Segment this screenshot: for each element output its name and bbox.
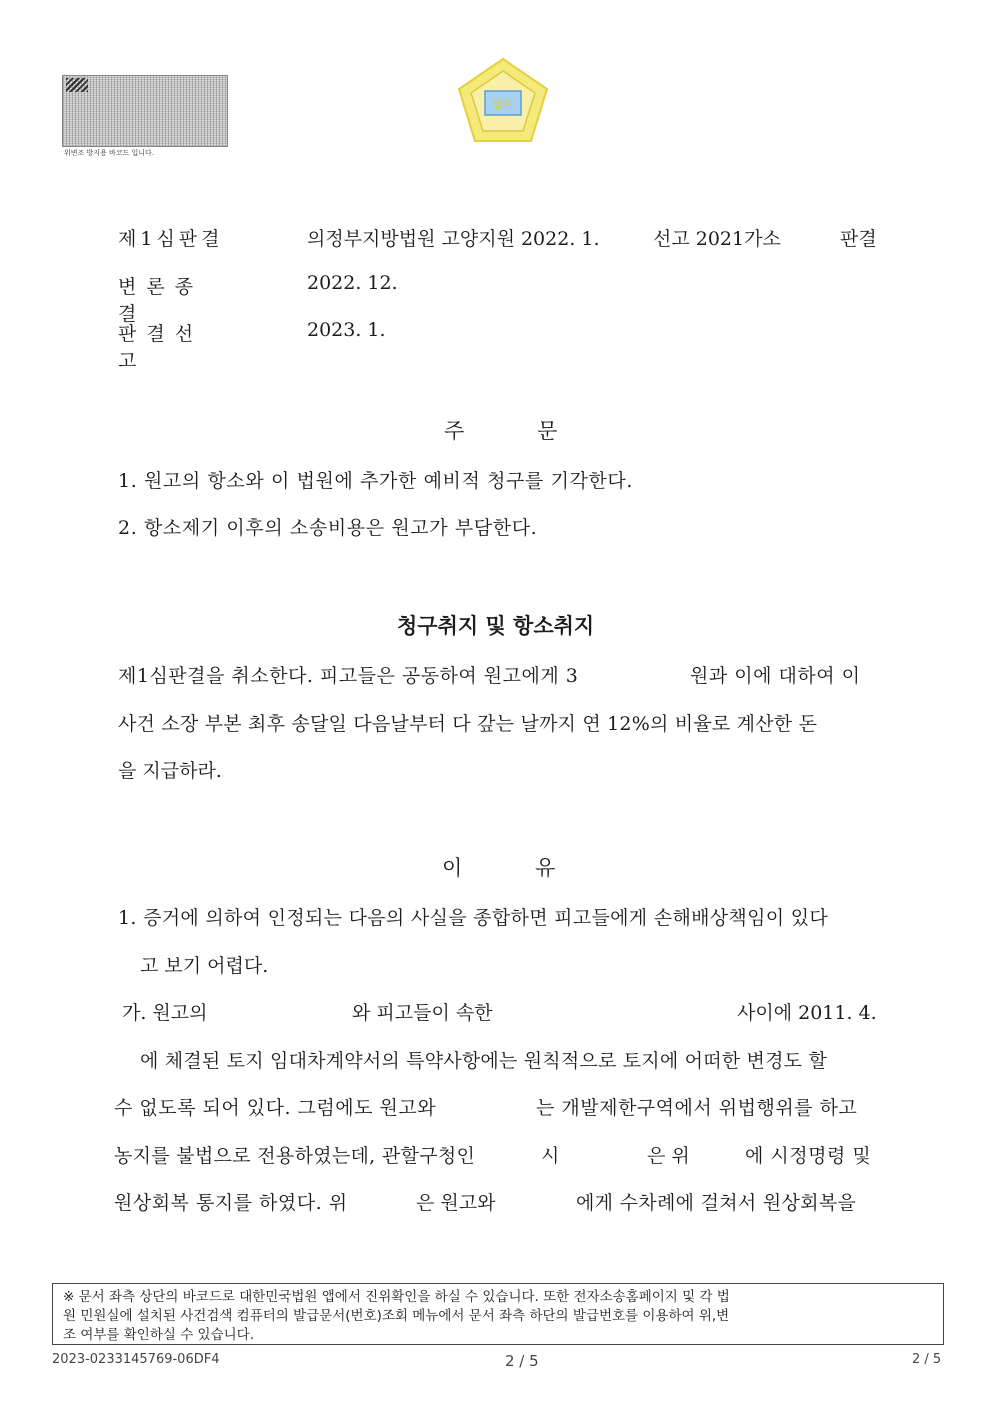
- court-seal-logo: [455, 55, 551, 145]
- barcode-caption: 위변조 방지용 바코드 입니다.: [64, 149, 155, 157]
- issue-number: 2023-0233145769-06DF4: [52, 1352, 220, 1367]
- order-heading-right: 문: [537, 419, 558, 443]
- claim-heading: 청구취지 및 항소취지: [397, 614, 595, 638]
- first-instance-court: 의정부지방법원 고양지원 2022. 1.: [307, 228, 600, 250]
- first-instance-case: 선고 2021가소: [653, 228, 781, 250]
- reason-line-4b: 시: [541, 1145, 560, 1167]
- judgment-date: 2023. 1.: [307, 319, 386, 341]
- reason-heading-left: 이: [442, 856, 463, 880]
- reason-ga-a: 가. 원고의: [122, 1002, 208, 1024]
- first-instance-suffix: 판결: [840, 228, 877, 250]
- claim-line-1b: 원과 이에 대하여 이: [690, 665, 861, 687]
- judgment-label: 판결선고: [118, 323, 204, 372]
- notice-line-1: ※ 문서 좌측 상단의 바코드로 대한민국법원 앱에서 진위확인을 하실 수 있습니다. 또한 전자소송홈페이지 및 각 법: [63, 1289, 730, 1305]
- first-instance-label: 제1심판결: [118, 228, 224, 250]
- reason-line-2: 에 체결된 토지 임대차계약서의 특약사항에는 원칙적으로 토지에 어떠한 변경도 할: [140, 1050, 827, 1072]
- order-heading-left: 주: [444, 419, 465, 443]
- reason-line-5c: 에게 수차례에 걸쳐서 원상회복을: [576, 1192, 857, 1214]
- notice-line-2: 원 민원실에 설치된 사건검색 컴퓨터의 발급문서(번호)조회 메뉴에서 문서 좌측 하단의 발급번호를 이용하여 위,변: [63, 1308, 730, 1324]
- reason-line-5a: 원상회복 통지를 하였다. 위: [114, 1192, 348, 1214]
- reason-line-3b: 는 개발제한구역에서 위법행위를 하고: [536, 1097, 858, 1119]
- reason-heading-right: 유: [535, 856, 556, 880]
- order-item-1: 1. 원고의 항소와 이 법원에 추가한 예비적 청구를 기각한다.: [118, 470, 634, 492]
- notice-line-3: 조 여부를 확인하실 수 있습니다.: [63, 1327, 254, 1343]
- reason-p1-line1: 1. 증거에 의하여 인정되는 다음의 사실을 종합하면 피고들에게 손해배상책임이 있다: [118, 907, 829, 929]
- svg-text:법원: 법원: [492, 98, 514, 111]
- verification-notice: [52, 1283, 944, 1345]
- claim-line-3: 을 지급하라.: [118, 760, 222, 782]
- page-number-center: 2 / 5: [505, 1352, 539, 1370]
- reason-line-4c: 은 위: [647, 1145, 690, 1167]
- reason-line-4a: 농지를 불법으로 전용하였는데, 관할구청인: [114, 1145, 476, 1167]
- reason-line-5b: 은 원고와: [416, 1192, 496, 1214]
- argument-end-date: 2022. 12.: [307, 272, 398, 294]
- barcode-corner-mark: [66, 78, 88, 92]
- reason-ga-b: 와 피고들이 속한: [352, 1002, 493, 1024]
- reason-line-3a: 수 없도록 되어 있다. 그럼에도 원고와: [114, 1097, 437, 1119]
- order-item-2: 2. 항소제기 이후의 소송비용은 원고가 부담한다.: [118, 517, 538, 539]
- reason-ga-c: 사이에 2011. 4.: [737, 1002, 877, 1024]
- claim-line-2: 사건 소장 부본 최후 송달일 다음날부터 다 갚는 날까지 연 12%의 비율로 계산한 돈: [118, 713, 818, 735]
- claim-line-1a: 제1심판결을 취소한다. 피고들은 공동하여 원고에게 3: [118, 665, 579, 687]
- argument-end-label: 변론종결: [118, 276, 204, 325]
- reason-p1-line2: 고 보기 어렵다.: [140, 955, 269, 977]
- reason-line-4d: 에 시정명령 및: [745, 1145, 872, 1167]
- page-number-right: 2 / 5: [912, 1352, 942, 1367]
